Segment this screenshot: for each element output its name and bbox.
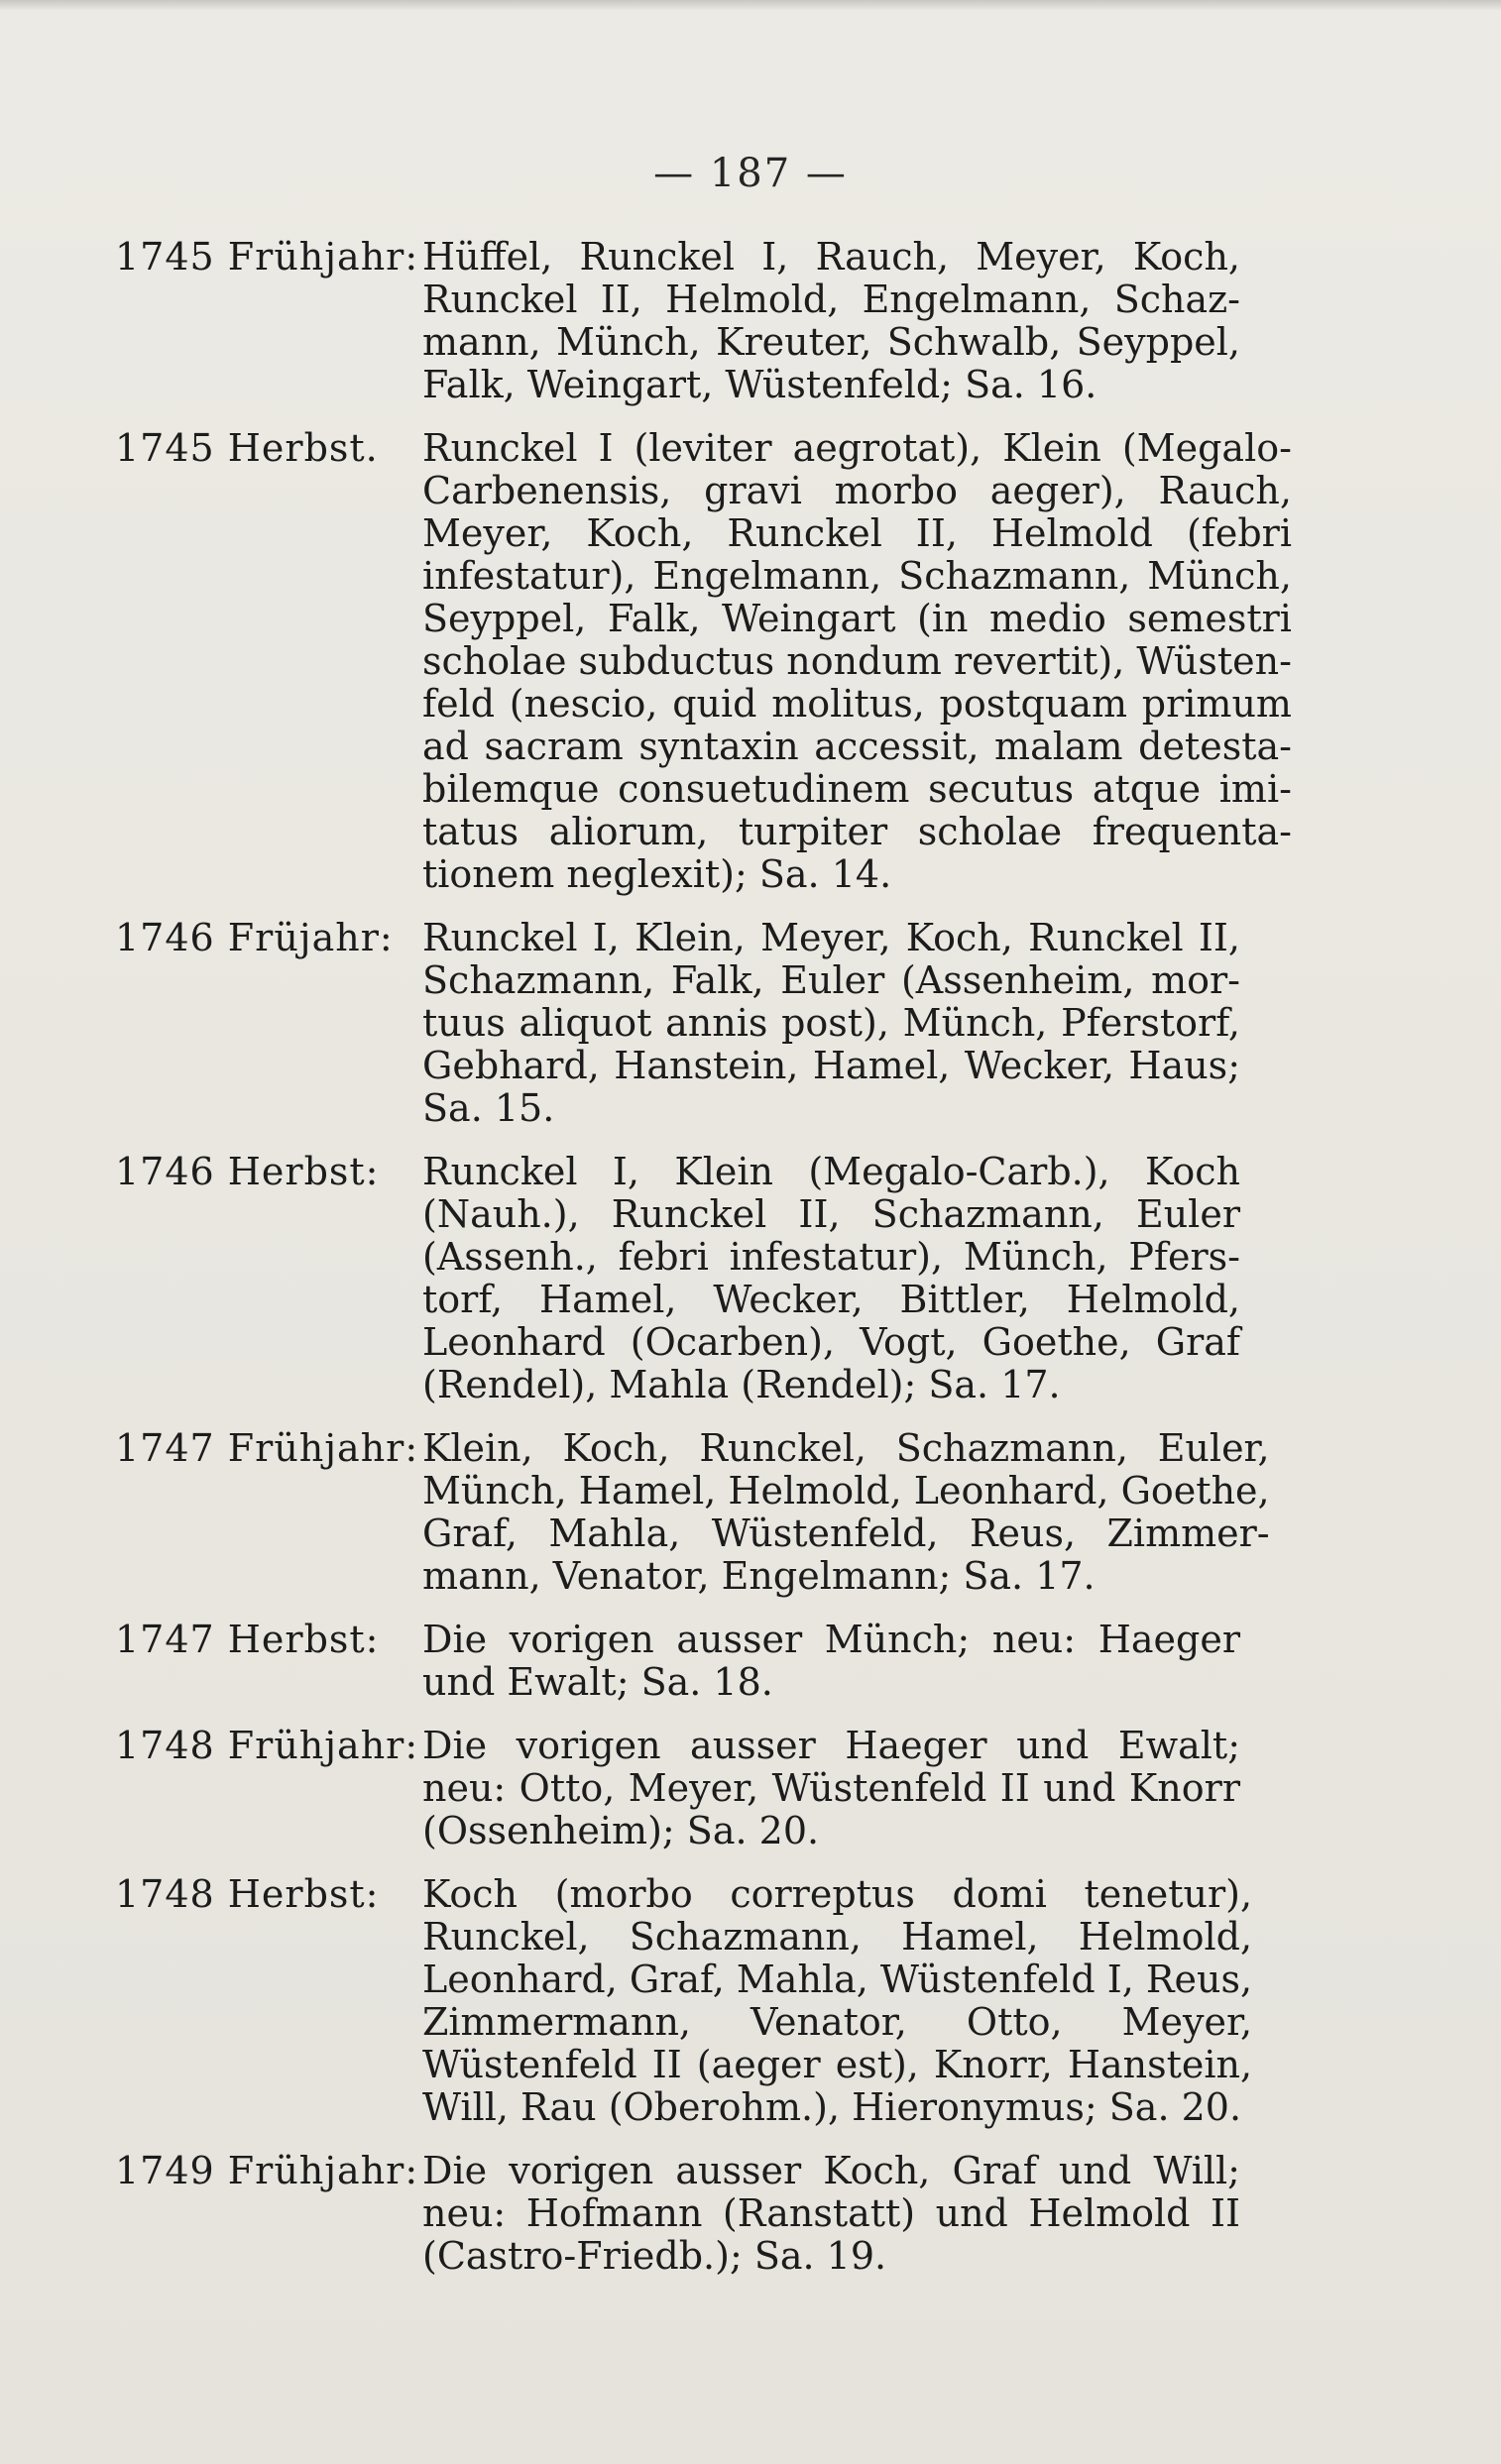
register-entry: [115, 1725, 1240, 1852]
entry-text-line: Schazmann, Falk, Euler (Assenheim, mor-: [422, 958, 1240, 1002]
entry-text-line: Zimmermann, Venator, Otto, Meyer,: [422, 2000, 1253, 2044]
entry-text-line: tuus aliquot annis post), Münch, Pferstorf,: [422, 1001, 1240, 1045]
entry-text-line: (Nauh.), Runckel II, Schazmann, Euler: [422, 1192, 1240, 1236]
entry-student-list: [422, 2150, 1240, 2278]
entry-term-label: 1745 Herbst.: [115, 426, 379, 470]
entry-text-line: Runckel II, Helmold, Engelmann, Schaz-: [422, 278, 1240, 321]
entry-text-line: Leonhard (Ocarben), Vogt, Goethe, Graf: [422, 1320, 1240, 1364]
entry-term-label: 1748 Frühjahr:: [115, 1724, 419, 1767]
entry-text-line: Klein, Koch, Runckel, Schazmann, Euler,: [422, 1426, 1270, 1470]
entry-term-label: 1746 Früjahr:: [115, 916, 394, 959]
entry-text-line: Meyer, Koch, Runckel II, Helmold (febri: [422, 511, 1292, 555]
entry-student-list: [422, 427, 1292, 896]
register-entry: [115, 1872, 1253, 2129]
entry-text-line: (Ossenheim); Sa. 20.: [422, 1809, 820, 1852]
entry-text-line: neu: Otto, Meyer, Wüstenfeld II und Knorr: [422, 1766, 1240, 1810]
entry-term-label: 1745 Frühjahr:: [115, 235, 419, 279]
entry-text-line: Runckel, Schazmann, Hamel, Helmold,: [422, 1915, 1253, 1959]
entry-text-line: neu: Hofmann (Ranstatt) und Helmold II: [422, 2191, 1240, 2235]
entry-text-line: Runckel I, Klein, Meyer, Koch, Runckel II,: [422, 916, 1240, 959]
entry-text-line: torf, Hamel, Wecker, Bittler, Helmold,: [422, 1278, 1240, 1321]
entry-text-line: tionem neglexit); Sa. 14.: [422, 852, 892, 896]
entry-text-line: mann, Münch, Kreuter, Schwalb, Seyppel,: [422, 320, 1240, 364]
entry-student-list: [422, 236, 1240, 406]
register-entry: [115, 1426, 1270, 1598]
entry-text-line: Graf, Mahla, Wüstenfeld, Reus, Zimmer-: [422, 1512, 1270, 1555]
entry-term-label: 1747 Frühjahr:: [115, 1426, 419, 1470]
register-entry: [115, 236, 1240, 406]
entry-text-line: feld (nescio, quid molitus, postquam primum: [422, 682, 1292, 726]
entry-term-label: 1748 Herbst:: [115, 1872, 380, 1916]
entry-text-line: (Rendel), Mahla (Rendel); Sa. 17.: [422, 1363, 1061, 1406]
entry-text-line: Will, Rau (Oberohm.), Hieronymus; Sa. 20.: [422, 2085, 1242, 2129]
entry-text-line: und Ewalt; Sa. 18.: [422, 1660, 773, 1704]
register-entries: [115, 235, 1292, 2278]
entry-text-line: mann, Venator, Engelmann; Sa. 17.: [422, 1554, 1096, 1598]
entry-student-list: [422, 1873, 1252, 2129]
page-top-edge: [0, 0, 1501, 10]
entry-text-line: Leonhard, Graf, Mahla, Wüstenfeld I, Reus,: [422, 1958, 1253, 2001]
entry-text-line: tatus aliorum, turpiter scholae frequenta-: [422, 810, 1292, 853]
entry-term-label: 1747 Herbst:: [115, 1618, 380, 1661]
entry-text-line: Seyppel, Falk, Weingart (in medio semestri: [422, 597, 1292, 640]
entry-text-line: (Assenh., febri infestatur), Münch, Pfers-: [422, 1235, 1240, 1279]
entry-student-list: [422, 1725, 1240, 1852]
entry-text-line: Hüffel, Runckel I, Rauch, Meyer, Koch,: [422, 235, 1240, 279]
entry-term-label: 1749 Frühjahr:: [115, 2149, 419, 2192]
entry-text-line: Gebhard, Hanstein, Hamel, Wecker, Haus;: [422, 1044, 1240, 1087]
entry-text-line: Die vorigen ausser Koch, Graf und Will;: [422, 2149, 1240, 2192]
entry-text-line: infestatur), Engelmann, Schazmann, Münch,: [422, 554, 1292, 598]
entry-text-line: Runckel I (leviter aegrotat), Klein (Megalo-: [422, 426, 1292, 470]
entry-text-line: Die vorigen ausser Haeger und Ewalt;: [422, 1724, 1240, 1767]
entry-student-list: [422, 917, 1240, 1130]
entry-text-line: Falk, Weingart, Wüstenfeld; Sa. 16.: [422, 363, 1097, 406]
entry-text-line: bilemque consuetudinem secutus atque imi-: [422, 767, 1292, 811]
register-entry: [115, 1151, 1240, 1406]
register-entry: [115, 1619, 1240, 1704]
entry-student-list: [422, 1151, 1240, 1406]
entry-text-line: Münch, Hamel, Helmold, Leonhard, Goethe,: [422, 1469, 1270, 1512]
register-entry: [115, 2150, 1240, 2278]
register-entry: [115, 426, 1292, 896]
entry-text-line: Sa. 15.: [422, 1086, 555, 1130]
entry-text-line: scholae subductus nondum revertit), Wüsten-: [422, 639, 1292, 683]
page-number: — 187 —: [653, 151, 848, 196]
entry-student-list: [422, 1619, 1240, 1704]
entry-text-line: ad sacram syntaxin accessit, malam detesta-: [422, 725, 1292, 768]
entry-text-line: Carbenensis, gravi morbo aeger), Rauch,: [422, 469, 1292, 512]
entry-student-list: [422, 1427, 1270, 1598]
entry-text-line: Die vorigen ausser Münch; neu: Haeger: [422, 1618, 1240, 1661]
entry-text-line: (Castro-Friedb.); Sa. 19.: [422, 2234, 887, 2278]
entry-text-line: Koch (morbo correptus domi tenetur),: [422, 1872, 1253, 1916]
entry-term-label: 1746 Herbst:: [115, 1150, 380, 1193]
entry-text-line: Runckel I, Klein (Megalo-Carb.), Koch: [422, 1150, 1240, 1193]
register-entry: [115, 917, 1240, 1130]
entry-text-line: Wüstenfeld II (aeger est), Knorr, Hanstein,: [422, 2043, 1253, 2086]
